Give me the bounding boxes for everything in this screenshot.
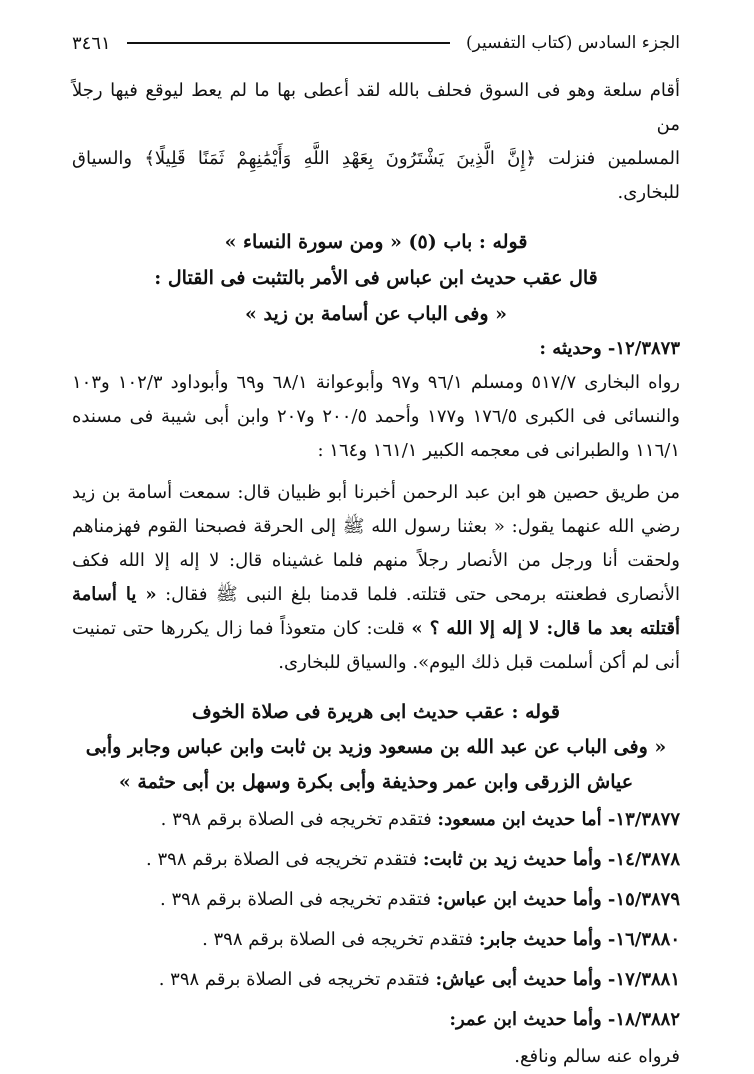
section-heading-nisa: قوله : باب (٥) « ومن سورة النساء »	[224, 231, 528, 253]
section-subheading: قال عقب حديث ابن عباس فى الأمر بالتثبت فى القتال :	[154, 267, 598, 289]
entry-item: ١٨/٣٨٨٢- وأما حديث ابن عمر:	[449, 1009, 680, 1030]
section-heading-khawf: قوله : عقب حديث ابى هريرة فى صلاة الخوف	[192, 701, 560, 723]
hadith-intro: من طريق حصين هو ابن عبد الرحمن أخبرنا أبو ظبيان قال: سمعت أسامة بن زيد رضي الله عنهما يقول:	[72, 482, 680, 537]
entry-item: ١٥/٣٨٧٩- وأما حديث ابن عباس: فتقدم تخريجه فى الصلاة برقم ٣٩٨ .	[160, 889, 680, 910]
hadith-paragraph	[72, 476, 680, 680]
section-quote-usama: « وفى الباب عن أسامة بن زيد »	[245, 303, 507, 325]
takhrij-paragraph: رواه البخارى ٥١٧/٧ ومسلم ٩٦/١ و٩٧ وأبوعوانة ٦٨/١ و٦٩ وأبوداود ١٠٢/٣ و١٠٣ والنسائى فى الكبرى ١٧٦/٥ و١٧٧ وأحمد ٢٠٠/٥ و٢٠٧ وابن أبى شيبة فى مسنده ١١٦/١ والطبرانى فى معجمه الكبير ١٦١/١ و١٦٤ :	[72, 372, 680, 461]
running-title: الجزء السادس (كتاب التفسير)	[465, 33, 680, 53]
page-content	[72, 74, 680, 1074]
hadith-bold-quote: « يا أسامة أقتلته بعد ما قال: لا إله إلا الله ؟ »	[72, 584, 680, 639]
page-header	[72, 26, 680, 60]
hadith-end: والسياق للبخارى.	[278, 652, 407, 673]
entry-item: ١٧/٣٨٨١- وأما حديث أبى عياش: فتقدم تخريجه فى الصلاة برقم ٣٩٨ .	[158, 969, 680, 990]
section-quote-khawf: « وفى الباب عن عبد الله بن مسعود وزيد بن ثابت وابن عباس وجابر وأبى عياش الزرقى وابن عمر وحذيفة وأبى بكرة وسهل بن أبى حثمة »	[85, 736, 667, 793]
entry-item: ١٤/٣٨٧٨- وأما حديث زيد بن ثابت: فتقدم تخريجه فى الصلاة برقم ٣٩٨ .	[146, 849, 680, 870]
closing-line: فرواه عنه سالم ونافع.	[514, 1046, 680, 1067]
entry-label-3873: ١٢/٣٨٧٣- وحديثه :	[539, 338, 680, 359]
intro-line-1: أقام سلعة وهو فى السوق فحلف بالله لقد أعطى بها ما لم يعط ليوقع فيها رجلاً من	[72, 80, 680, 135]
header-rule	[127, 42, 450, 44]
entry-item: ١٦/٣٨٨٠- وأما حديث جابر: فتقدم تخريجه فى الصلاة برقم ٣٩٨ .	[202, 929, 680, 950]
hadith-text-2: قلت: كان متعوذاً فما زال يكررها حتى تمنيت أنى لم أكن أسلمت قبل ذلك اليوم».	[72, 618, 680, 673]
hadith-text-1: « بعثنا رسول الله ﷺ إلى الحرقة فصبحنا القوم فهزمناهم ولحقت أنا ورجل من الأنصار رجلاً منهم فلما غشيناه قال: لا إله إلا الله فكف الأنصارى فطعنته برمحى حتى قتلته. فلما قدمنا بلغ النبى ﷺ فقال:	[72, 516, 681, 605]
page-number: ٣٤٦١	[72, 32, 111, 54]
entry-item: ١٣/٣٨٧٧- أما حديث ابن مسعود: فتقدم تخريجه فى الصلاة برقم ٣٩٨ .	[160, 809, 680, 830]
intro-line-2: المسلمين فنزلت ﴿إِنَّ الَّذِينَ يَشْتَرُونَ بِعَهْدِ اللَّهِ وَأَيْمَٰنِهِمْ ثَمَنًا قَلِيلًا﴾ والسياق للبخارى.	[72, 148, 680, 203]
